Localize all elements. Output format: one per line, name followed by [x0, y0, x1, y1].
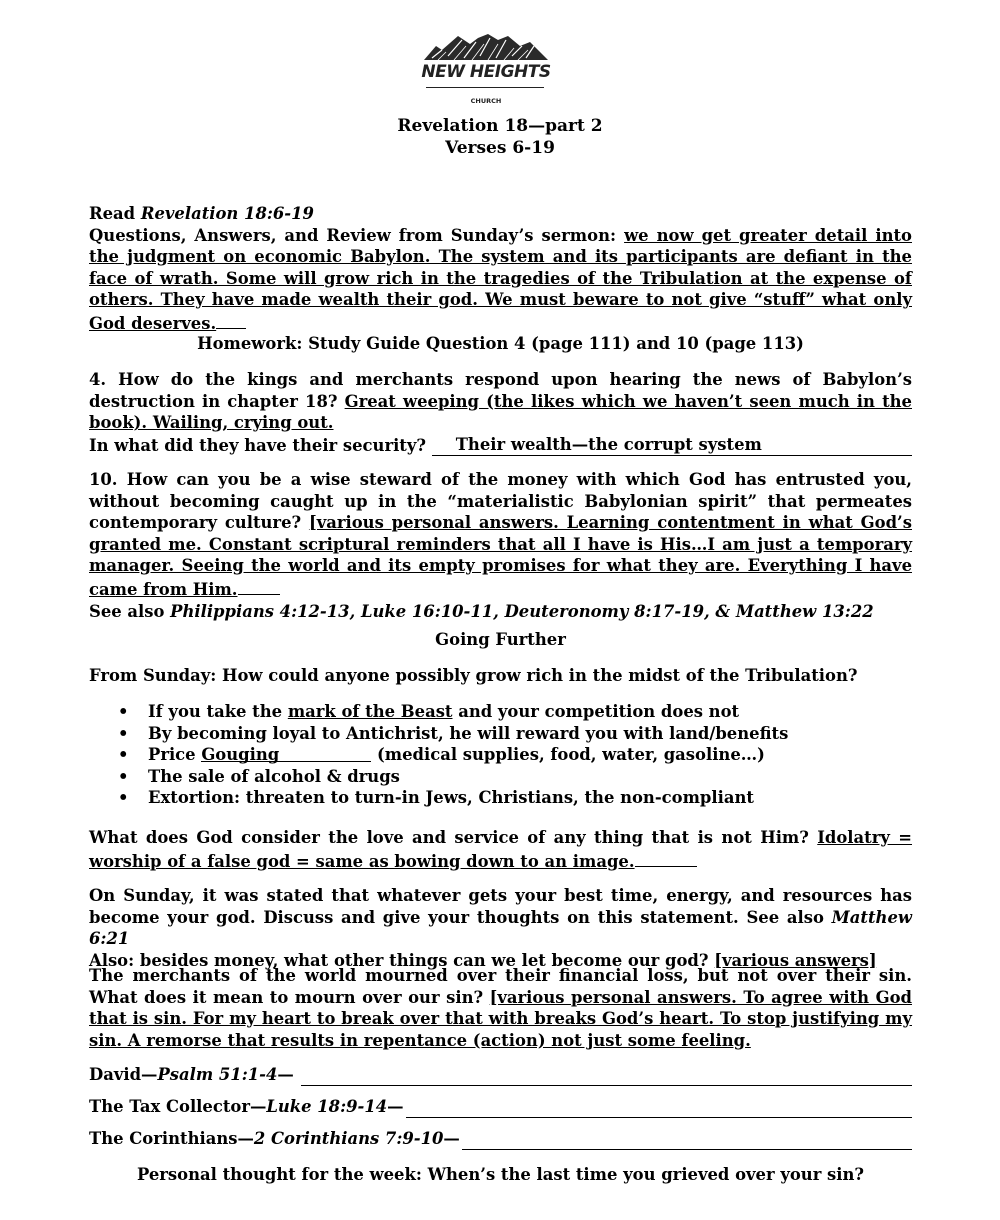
q4-followup: In what did they have their security? Their wealth—the corrupt system — [89, 434, 912, 457]
best-time-ref: Matthew 6:21 — [89, 907, 912, 949]
corinthians-blank[interactable] — [462, 1132, 912, 1150]
read-line: Read Revelation 18:6-19 — [89, 204, 314, 223]
q10-refs: Philippians 4:12-13, Luke 16:10-11, Deuteronomy 8:17-19, & Matthew 13:22 — [170, 601, 874, 621]
church-logo — [418, 30, 554, 104]
going-further-question: From Sunday: How could anyone possibly grow rich in the midst of the Tribulation? — [89, 666, 858, 685]
idolatry-question: What does God consider the love and service of any thing that is not Him? Idolatry = worship of a false god = same as bowing down to an image. — [89, 828, 912, 871]
also-answer: [various answers] — [714, 950, 877, 970]
david-blank[interactable] — [301, 1068, 912, 1086]
tax-collector-line: The Tax Collector— Luke 18:9-14 — — [89, 1096, 912, 1118]
question-10: 10. How can you be a wise steward of the money with which God has entrusted you, without becoming caught up in the “materialistic Babylonian spirit” that permeates contemporary culture? [various personal answers. Learning contentment in what God’s granted me. Constant scriptural reminders that all I have is His…I am just a temporary manager. Seeing the world and its empty promises for what they are. Everything I have came from Him. See also Philippians 4:12-13, Luke 16:10-11, Deuteronomy 8:17-19, & Matthew 13:22 — [89, 470, 912, 621]
logo-divider — [426, 87, 544, 88]
list-item: • If you take the mark of the Beast and your competition does not — [118, 702, 740, 721]
q10-see-also: See also Philippians 4:12-13, Luke 16:10-11, Deuteronomy 8:17-19, & Matthew 13:22 — [89, 601, 874, 621]
mourn-question: The merchants of the world mourned over their financial loss, but not over their sin. What does it mean to mourn over our sin? [various personal answers. To agree with God that is sin. For my heart to break over that with breaks God’s heart. To stop justifying my sin. A remorse that results in repentance (action) not just some feeling. — [89, 966, 912, 1050]
going-further-heading: Going Further — [435, 630, 566, 649]
review-answer: we now get greater detail into the judgment on economic Babylon. The system and its participants are defiant in the face of wrath. Some will grow rich in the tragedies of the Tribulation at the expense of others. They have made wealth their god. We must beware to not give “stuff” what only God deserves. — [89, 225, 912, 333]
read-ref: Revelation 18:6-19 — [140, 204, 314, 223]
idolatry-answer: Idolatry = worship of a false god = same as bowing down to an image. — [89, 828, 912, 871]
review-paragraph: Questions, Answers, and Review from Sunday’s sermon: we now get greater detail into the judgment on economic Babylon. The system and its participants are defiant in the face of wrath. Some will grow rich in the tragedies of the Tribulation at the expense of others. They have made wealth their god. We must beware to not give “stuff” what only God deserves. — [89, 225, 912, 333]
tax-collector-blank[interactable] — [406, 1100, 912, 1118]
logo-subtitle: CHURCH — [470, 97, 502, 105]
list-item: • Price Gouging (medical supplies, food, water, gasoline…) — [118, 745, 765, 765]
david-line: David— Psalm 51:1-4 — — [89, 1064, 912, 1086]
mountain-logo-icon — [418, 30, 554, 64]
best-time-section: On Sunday, it was stated that whatever gets your best time, energy, and resources has become your god. Discuss and give your thoughts on this statement. See also Matthew 6:21 Also: besides money, what other things can we let become our god? [various answers] — [89, 886, 912, 970]
mourn-answer: [various personal answers. To agree with God that is sin. For my heart to break over that with breaks God’s heart. To stop justifying my sin. A remorse that results in repentance (action) not just some feeling. — [89, 987, 912, 1050]
q10-answer: [various personal answers. Learning contentment in what God’s granted me. Constant scriptural reminders that all I have is His…I am just a temporary manager. Seeing the world and its empty promises for what they are. Everything I have came from Him. — [89, 513, 912, 599]
review-section — [89, 203, 912, 335]
logo-name: NEW HEIGHTS — [421, 62, 551, 82]
homework-heading: Homework: Study Guide Question 4 (page 111) and 10 (page 113) — [197, 334, 804, 353]
list-item: • The sale of alcohol & drugs — [118, 766, 400, 786]
corinthians-line: The Corinthians— 2 Corinthians 7:9-10 — — [89, 1128, 912, 1150]
page-title: Revelation 18—part 2 — [397, 116, 603, 136]
closing-thought: Personal thought for the week: When’s the last time you grieved over your sin? — [136, 1165, 865, 1184]
page-subtitle: Verses 6-19 — [445, 138, 555, 158]
question-4: 4. How do the kings and merchants respond upon hearing the news of Babylon’s destruction in chapter 18? Great weeping (the likes which we haven’t seen much in the book). Wailing, crying out. In what did they have their security? Their wealth—the corrupt system — [89, 370, 912, 455]
list-item: • Extortion: threaten to turn-in Jews, Christians, the non-compliant — [118, 788, 754, 808]
q4-answer: Great weeping (the likes which we haven’t seen much in the book). Wailing, crying out. — [89, 391, 912, 433]
q4-followup-answer: Their wealth—the corrupt system — [432, 434, 912, 457]
tribulation-wealth-list — [118, 701, 898, 809]
list-item: • By becoming loyal to Antichrist, he will reward you with land/benefits — [118, 723, 789, 743]
